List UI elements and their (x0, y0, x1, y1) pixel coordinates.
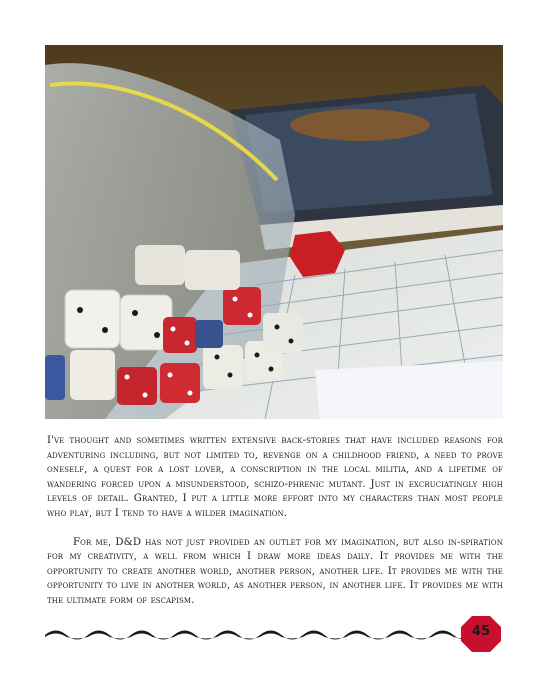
dice-bag-photo-icon (45, 45, 503, 419)
body-text (47, 434, 503, 609)
paragraph-2: For me, D&D has not just provided an outlet for my imagination, but also in-spiration for my creativity, a well from which I draw more ideas daily. It provides me with the opportunity to create another world, another person, another life. It provides me with the opportunity to live in another world, as another person, in another life. It provides me with the ultimate form of escapism. (47, 536, 503, 606)
footer-wave-divider (45, 620, 475, 650)
page-number: 45 (471, 624, 491, 639)
paragraph-1: I've thought and sometimes written extensive back-stories that have included reasons for adventuring including, but not limited to, revenge on a childhood friend, a need to prove oneself, a quest for a lost lover, a conscription in the local militia, and a lifetime of wandering forced upon a misunderstood, schizo-phrenic mutant. Just in excruciatingly high levels of detail. Granted, I put a little more effort into my characters than most people who play, but I tend to have a wilder imagination. (47, 435, 503, 519)
dice-photo (45, 45, 503, 419)
